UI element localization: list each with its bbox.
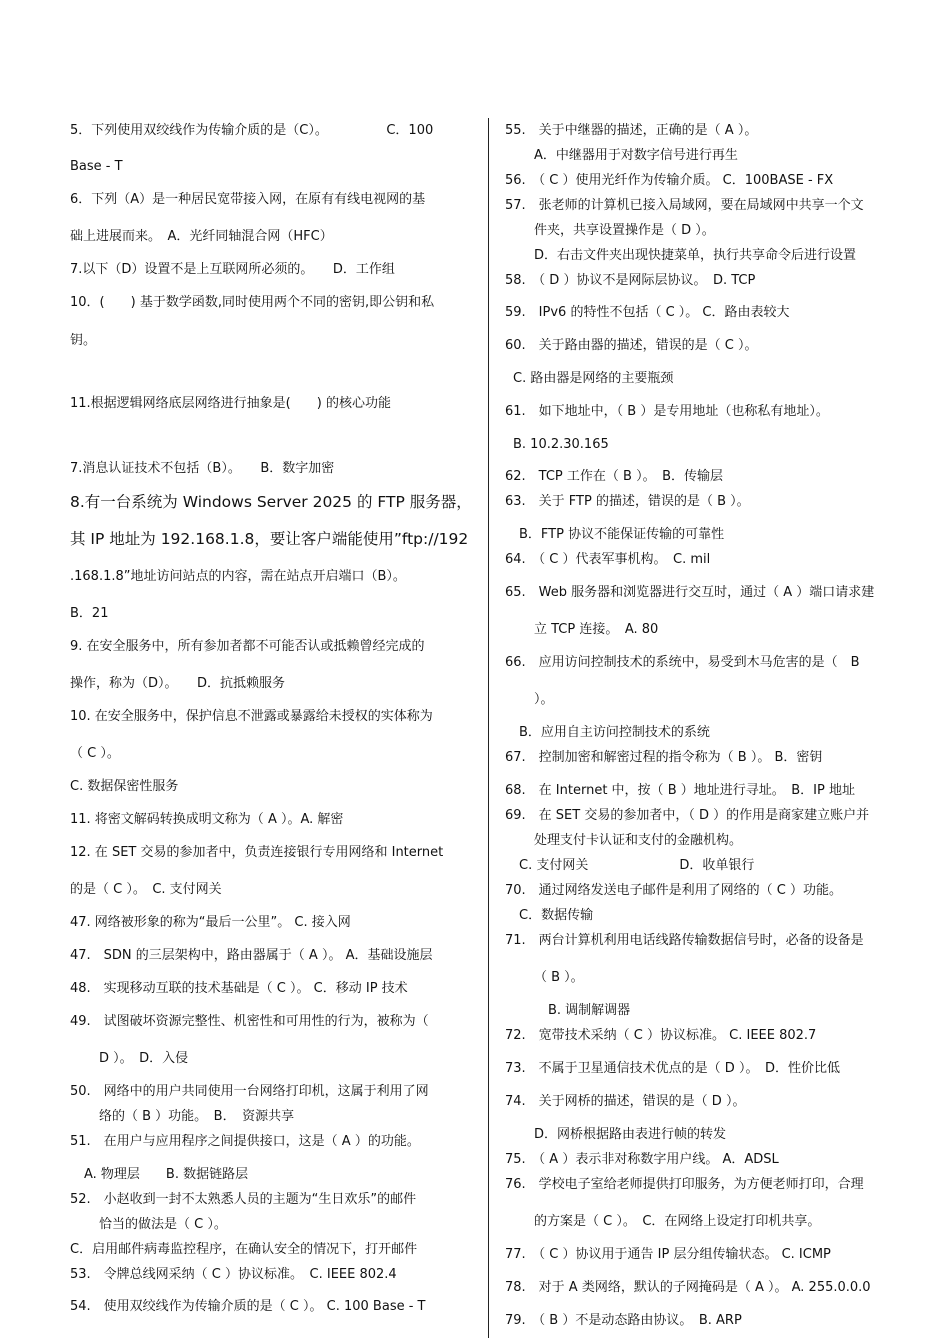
text-line: 62. TCP 工作在（ B ）。 B．传输层	[505, 469, 724, 484]
text-line: 12. 在 SET 交易的参加者中，负责连接银行专用网络和 Internet	[70, 845, 444, 860]
text-line: 52. 小赵收到一封不太熟悉人员的主题为“生日欢乐”的邮件	[70, 1192, 417, 1207]
text-line: 53. 令牌总线网采纳（ C ）协议标准。 C. IEEE 802.4	[70, 1267, 397, 1282]
text-line: 58. （ D ）协议不是网际层协议。 D. TCP	[505, 273, 756, 288]
text-line: 的方案是（ C ）。 C．在网络上设定打印机共享。	[534, 1214, 821, 1229]
text-line: 72. 宽带技术采纳（ C ）协议标准。 C. IEEE 802.7	[505, 1028, 817, 1043]
text-line: C. 路由器是网络的主要瓶颈	[513, 371, 674, 386]
text-line: 恰当的做法是（ C ）。	[99, 1217, 227, 1232]
text-line: B. 调制解调器	[548, 1003, 631, 1018]
text-line: ）。	[534, 692, 554, 707]
text-line: 56. （ C ）使用光纤作为传输介质。 C．100BASE - FX	[505, 173, 834, 188]
text-line: C. 支付网关 D．收单银行	[519, 858, 755, 873]
text-line: A．中继器用于对数字信号进行再生	[534, 148, 738, 163]
text-line: 77. （ C ）协议用于通告 IP 层分组传输状态。 C. ICMP	[505, 1247, 831, 1262]
text-line: 74. 关于网桥的描述，错误的是（ D ）。	[505, 1094, 746, 1109]
text-line: 络的（ B ）功能。 B． 资源共享	[99, 1109, 295, 1124]
text-line: B．21	[70, 606, 109, 621]
text-line: 57. 张老师的计算机已接入局域网，要在局域网中共享一个文	[505, 198, 864, 213]
text-line: 70. 通过网络发送电子邮件是利用了网络的（ C ）功能。	[505, 883, 843, 898]
text-line: D．网桥根据路由表进行帧的转发	[534, 1127, 727, 1142]
text-line: 51. 在用户与应用程序之间提供接口，这是（ A ）的功能。	[70, 1134, 420, 1149]
text-line: 59. IPv6 的特性不包括（ C ）。 C．路由表较大	[505, 305, 790, 320]
text-line: 11. 将密文解码转换成明文称为（ A ）。A. 解密	[70, 812, 344, 827]
text-line: 63. 关于 FTP 的描述，错误的是（ B ）。	[505, 494, 750, 509]
text-line: 立 TCP 连接。 A. 80	[534, 622, 659, 637]
column-divider	[488, 118, 489, 1338]
text-line: 7.消息认证技术不包括（B）。 B．数字加密	[70, 461, 335, 476]
text-line: 49. 试图破坏资源完整性、机密性和可用性的行为，被称为（	[70, 1014, 429, 1029]
text-line: .168.1.8”地址访问站点的内容，需在站点开启端口（B）。	[70, 569, 406, 584]
text-line: Base - T	[70, 159, 123, 174]
text-line: D．右击文件夹出现快捷菜单，执行共享命令后进行设置	[534, 248, 857, 263]
text-line: C. 数据保密性服务	[70, 779, 179, 794]
text-line: 69. 在 SET 交易的参加者中，（ D ）的作用是商家建立账户并	[505, 808, 870, 823]
text-line: 54. 使用双绞线作为传输介质的是（ C ）。 C. 100 Base - T	[70, 1299, 426, 1314]
text-line: 7.以下（D）设置不是上互联网所必须的。 D．工作组	[70, 262, 395, 277]
text-line: B．FTP 协议不能保证传输的可靠性	[519, 527, 725, 542]
text-line: 75. （ A ）表示非对称数字用户线。 A．ADSL	[505, 1152, 779, 1167]
text-line: 73. 不属于卫星通信技术优点的是（ D ）。 D．性价比低	[505, 1061, 840, 1076]
text-line: 76. 学校电子室给老师提供打印服务，为方便老师打印，合理	[505, 1177, 864, 1192]
text-line: 50. 网络中的用户共同使用一台网络打印机，这属于利用了网	[70, 1084, 429, 1099]
text-line: 55. 关于中继器的描述，正确的是（ A ）。	[505, 123, 758, 138]
text-line: 66. 应用访问控制技术的系统中，易受到木马危害的是（ B	[505, 655, 860, 670]
text-line: A. 物理层 B. 数据链路层	[84, 1167, 249, 1182]
text-line: 64. （ C ）代表军事机构。 C. mil	[505, 552, 711, 567]
text-line: 78. 对于 A 类网络，默认的子网掩码是（ A ）。 A. 255.0.0.0	[505, 1280, 871, 1295]
text-line: （ B ）。	[534, 970, 584, 985]
text-line: 10．( ) 基于数学函数,同时使用两个不同的密钥,即公钥和私	[70, 295, 435, 310]
text-line: 60. 关于路由器的描述，错误的是（ C ）。	[505, 338, 758, 353]
text-line: 钥。	[70, 333, 97, 348]
text-line: 的是（ C ）。 C. 支付网关	[70, 882, 222, 897]
text-line: 件夹，共享设置操作是（ D ）。	[534, 223, 715, 238]
text-line: 79. （ B ）不是动态路由协议。 B. ARP	[505, 1313, 742, 1328]
text-line: 8.有一台系统为 Windows Server 2025 的 FTP 服务器，	[70, 493, 472, 511]
text-line: 10. 在安全服务中，保护信息不泄露或暴露给未授权的实体称为	[70, 709, 433, 724]
text-line: 6．下列（A）是一种居民宽带接入网，在原有有线电视网的基	[70, 192, 426, 207]
text-line: B. 10.2.30.165	[513, 437, 609, 452]
text-line: 47. SDN 的三层架构中，路由器属于（ A ）。 A．基础设施层	[70, 948, 433, 963]
text-line: 处理支付卡认证和支付的金融机构。	[534, 833, 743, 848]
text-line: 67. 控制加密和解密过程的指令称为（ B ）。 B．密钥	[505, 750, 823, 765]
text-line: 65. Web 服务器和浏览器进行交互时，通过（ A ）端口请求建	[505, 585, 875, 600]
text-line: 68. 在 Internet 中，按（ B ）地址进行寻址。 B．IP 地址	[505, 783, 855, 798]
text-line: 其 IP 地址为 192.168.1.8，要让客户端能使用”ftp://192	[70, 530, 469, 548]
text-line: C．数据传输	[519, 908, 594, 923]
text-line: 61. 如下地址中，（ B ）是专用地址（也称私有地址）。	[505, 404, 829, 419]
text-line: 11.根据逻辑网络底层网络进行抽象是( ) 的核心功能	[70, 396, 391, 411]
text-line: 5．下列使用双绞线作为传输介质的是（C）。 C．100	[70, 123, 434, 138]
text-line: 48. 实现移动互联的技术基础是（ C ）。 C．移动 IP 技术	[70, 981, 408, 996]
text-line: 47. 网络被形象的称为“最后一公里”。 C. 接入网	[70, 915, 351, 930]
text-line: 础上进展而来。 A．光纤同轴混合网（HFC）	[70, 229, 333, 244]
text-line: 9. 在安全服务中，所有参加者都不可能否认或抵赖曾经完成的	[70, 639, 425, 654]
text-line: 71. 两台计算机利用电话线路传输数据信号时，必备的设备是	[505, 933, 864, 948]
text-line: 操作，称为（D）。 D．抗抵赖服务	[70, 676, 286, 691]
text-line: D ）。 D．入侵	[99, 1051, 189, 1066]
text-line: （ C ）。	[70, 746, 120, 761]
text-line: C．启用邮件病毒监控程序，在确认安全的情况下，打开邮件	[70, 1242, 418, 1257]
text-line: B．应用自主访问控制技术的系统	[519, 725, 710, 740]
